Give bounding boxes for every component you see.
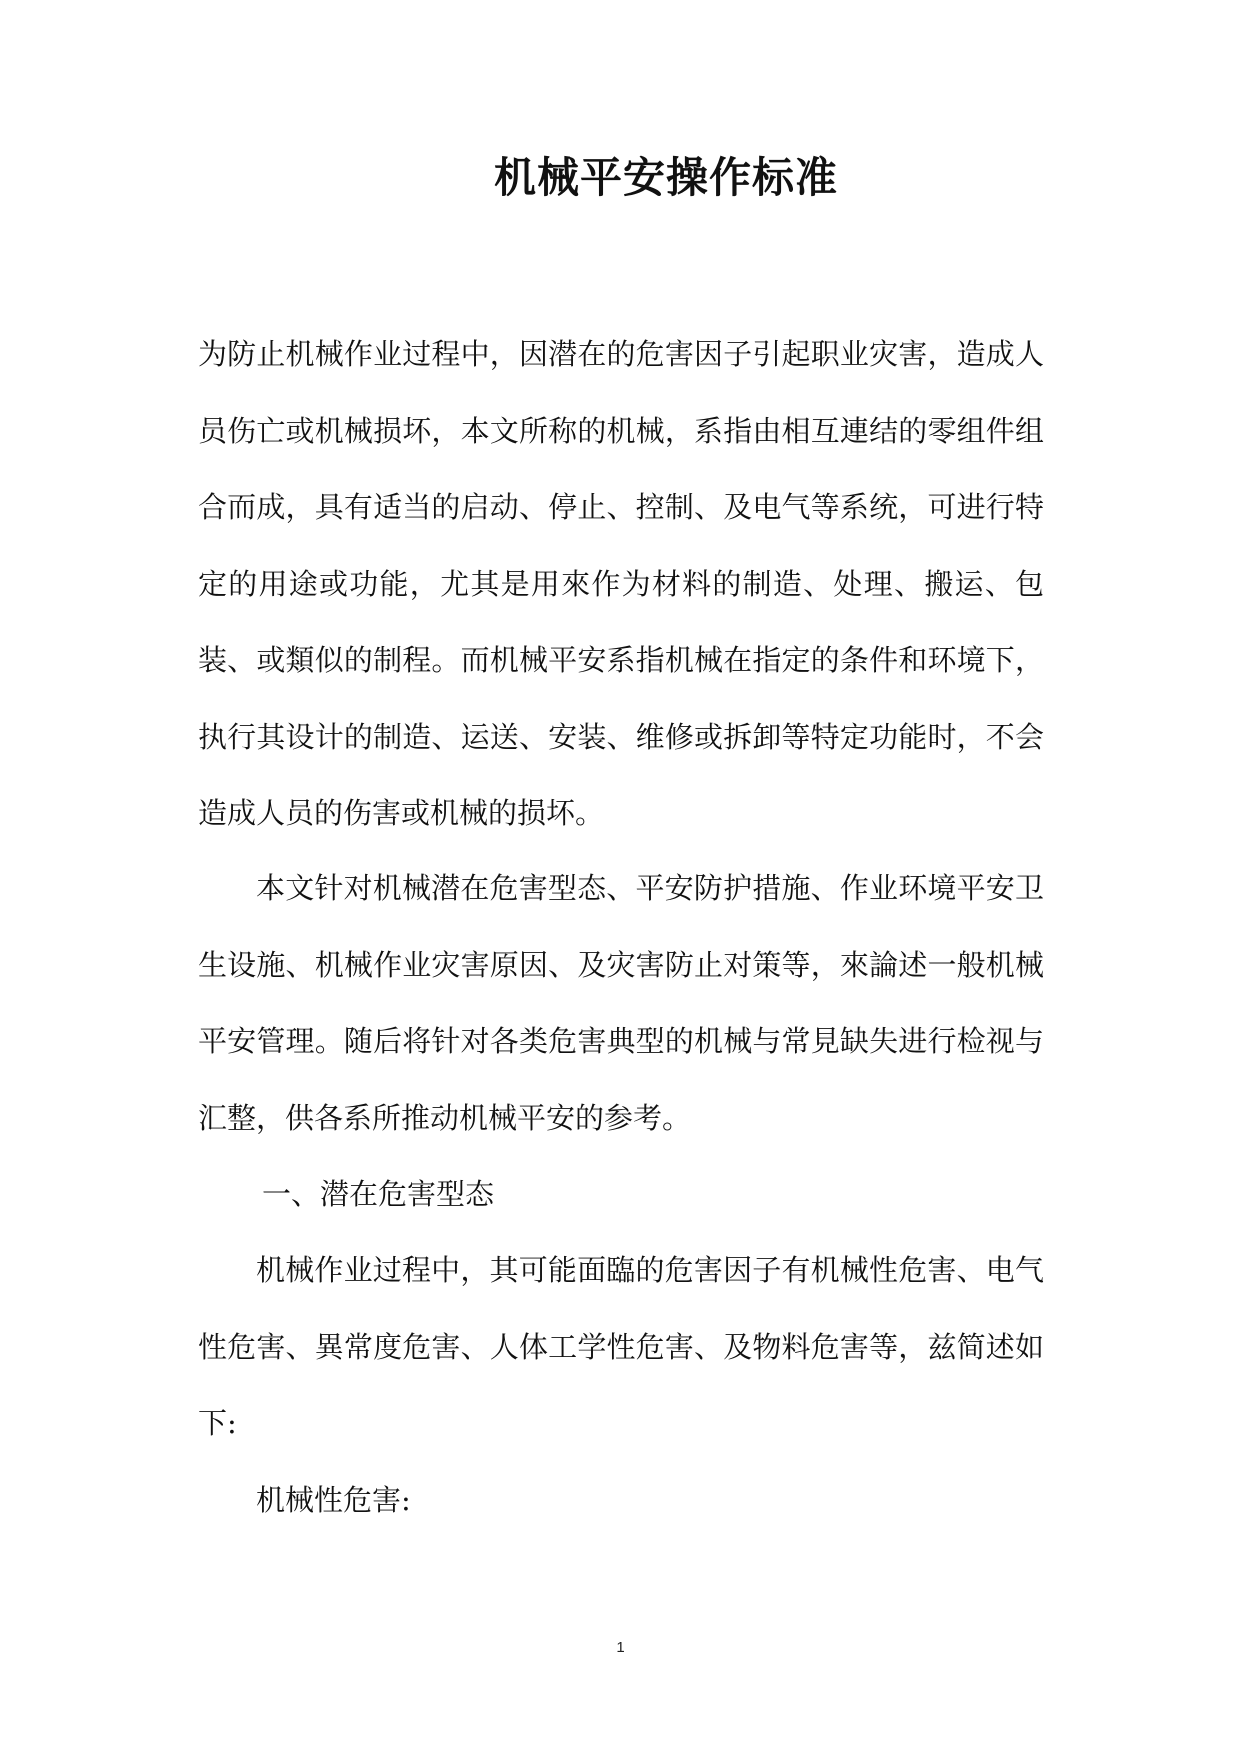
subheading-mechanical-hazard: 机械性危害: — [256, 1483, 411, 1517]
document-title: 机械平安操作标准 — [493, 153, 838, 202]
paragraph-hazard-factors: 机械作业过程中，其可能面臨的危害因子有机械性危害、电气性危害、異常度危害、人体工学性危害、及物料危害等，兹简述如下: — [198, 1253, 1044, 1440]
paragraph-intro: 为防止机械作业过程中，因潜在的危害因子引起职业灾害，造成人员伤亡或机械损坏，本文所称的机械，系指由相互連结的零组件组合而成，具有适当的启动、停止、控制、及电气等系统，可进行特定的用途或功能，尤其是用來作为材料的制造、处理、搬运、包装、或類似的制程。而机械平安系指机械在指定的条件和环境下，执行其设计的制造、运送、安装、维修或拆卸等特定功能时，不会造成人员的伤害或机械的损坏。 — [198, 337, 1044, 830]
paragraph-scope: 本文针对机械潜在危害型态、平安防护措施、作业环境平安卫生设施、机械作业灾害原因、及灾害防止对策等，來論述一般机械平安管理。随后将针对各类危害典型的机械与常見缺失进行检视与汇整，供各系所推动机械平安的参考。 — [198, 871, 1044, 1135]
section-heading-hazard-types: 一、潜在危害型态 — [262, 1177, 495, 1211]
page-number: 1 — [616, 1639, 625, 1656]
